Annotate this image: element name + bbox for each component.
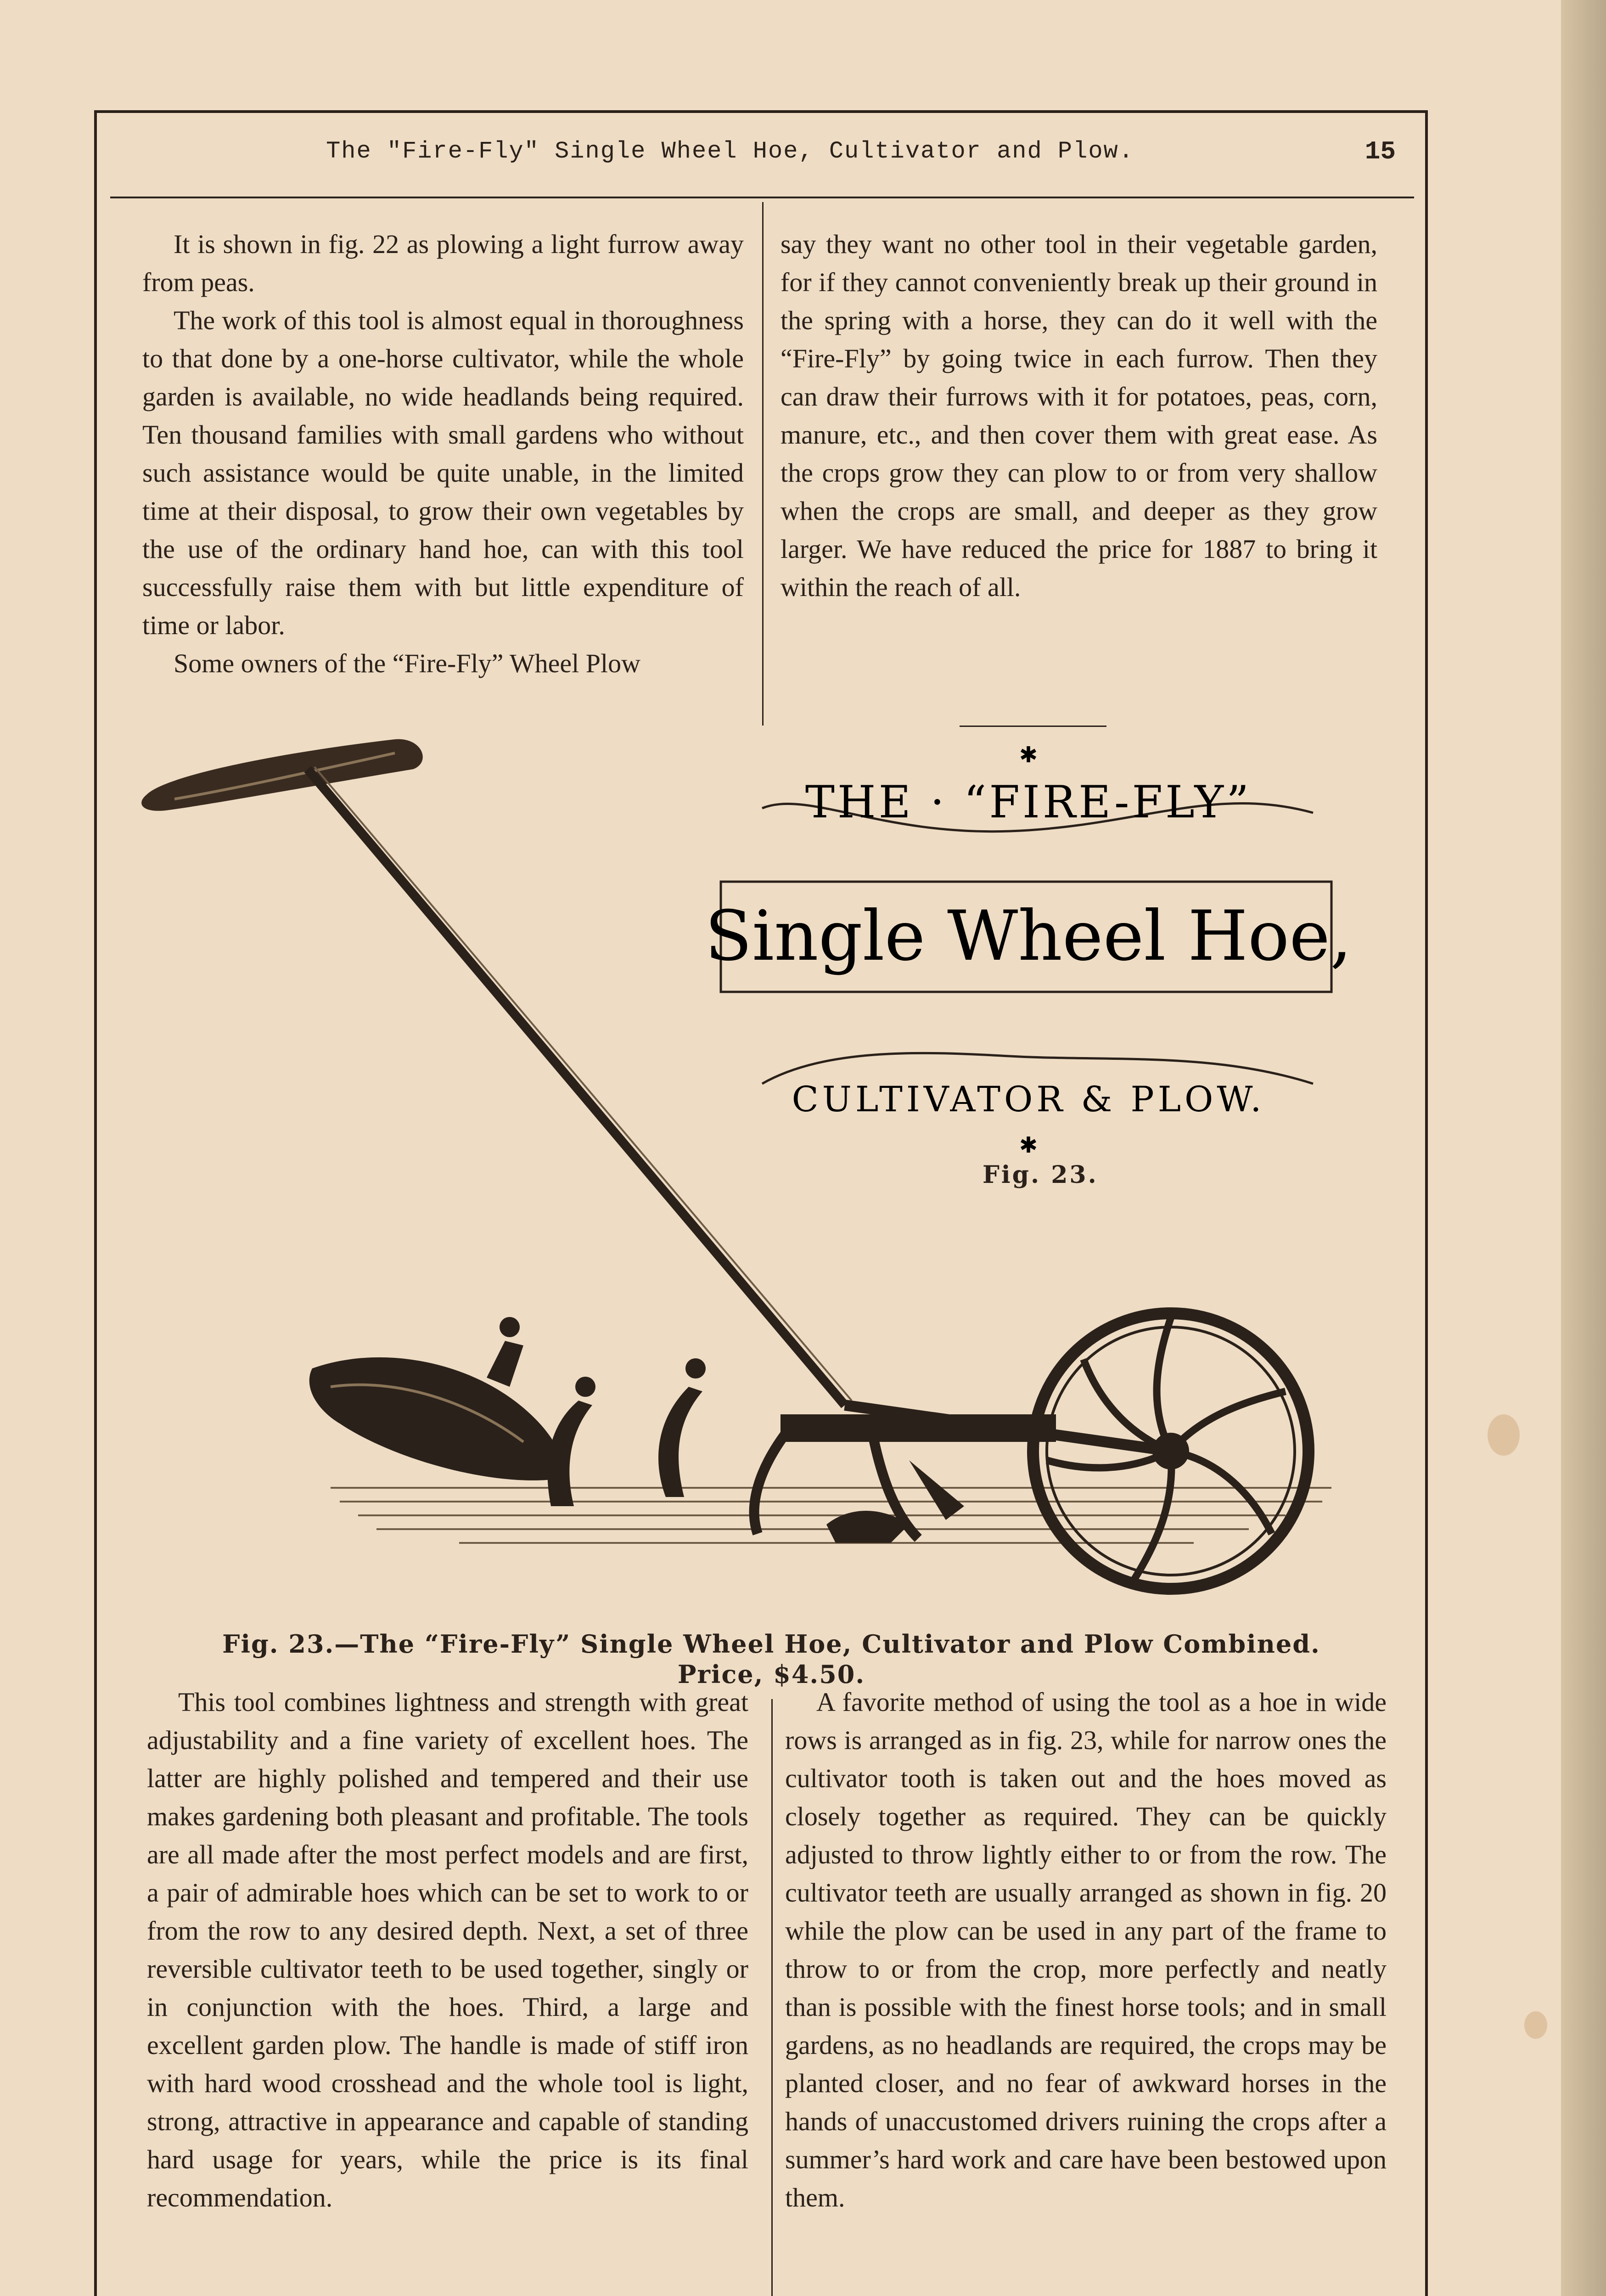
paragraph: This tool combines lightness and strength with great adjustability and a fine variety of excellent hoes. The latter are highly polished and tempered and their use makes gardening both pleasant and profitable. The tools are all made after the most perfect models and are first, a pair of admirable hoes which can be set to work to or from the row to any desired depth. Next, a set of three reversible cultivator teeth to be used together, singly or in conjunction with the hoes. Third, a large and excellent garden plow. The handle is made of stiff iron with hard wood crosshead and the whole tool is light, strong, attractive in appearance and capable of standing hard usage for years, while the price is its final recommendation. bbox=[147, 1687, 748, 2212]
page-edge bbox=[1561, 0, 1606, 2296]
paragraph: say they want no other tool in their vegetable garden, for if they cannot conveniently break up their ground in the spring with a horse, they can do it well with the “Fire-Fly” by going twice in each furrow. Then they can draw their furrows with it for potatoes, peas, corn, manure, etc., and then cover them with great ease. As the crops grow they can plow to or from very shallow when the crops are small, and deeper as they grow larger. We have reduced the price for 1887 to bring it within the reach of all. bbox=[781, 229, 1377, 602]
column-divider bbox=[762, 202, 764, 726]
top-left-column bbox=[142, 225, 744, 682]
title-line-2: Single Wheel Hoe, bbox=[705, 896, 1352, 976]
cultivator-tooth bbox=[658, 1387, 702, 1497]
ground-shading bbox=[331, 1488, 1331, 1543]
paragraph: The work of this tool is almost equal in thoroughness to that done by a one-horse cultivator, while the whole garden is available, no wide headlands being required. Ten thousand families with small gardens who without such assistance would be quite unable, in the limited time at their disposal, to grow their own vegetables by the use of the ordinary hand hoe, can with this tool successfully raise them with but little expenditure of time or labor. bbox=[142, 305, 744, 640]
figure-title bbox=[689, 735, 1368, 1176]
cultivator-tooth bbox=[548, 1401, 593, 1506]
paragraph: Some owners of the “Fire-Fly” Wheel Plow bbox=[174, 648, 640, 678]
paragraph: It is shown in fig. 22 as plowing a light furrow away from peas. bbox=[142, 229, 744, 297]
figure-caption: Fig. 23.—The “Fire-Fly” Single Wheel Hoe, Cultivator and Plow Combined. bbox=[222, 1629, 1320, 1659]
title-line-1: THE · “FIRE-FLY” bbox=[805, 777, 1252, 828]
title-line-3: CULTIVATOR & PLOW. bbox=[792, 1079, 1265, 1120]
top-right-column bbox=[781, 225, 1377, 606]
paper-stain bbox=[1488, 1414, 1520, 1456]
bottom-left-column bbox=[147, 1683, 748, 2217]
asterisk-ornament: ✱ bbox=[1019, 743, 1038, 767]
plow-blade bbox=[309, 1357, 562, 1480]
paper-stain bbox=[1524, 2011, 1547, 2039]
page-number: 15 bbox=[1365, 137, 1396, 166]
asterisk-ornament: ✱ bbox=[1019, 1133, 1038, 1158]
figure-label: Fig. 23. bbox=[983, 1161, 1098, 1189]
figure-price: Price, $4.50. bbox=[677, 1660, 865, 1689]
header-rule bbox=[110, 197, 1414, 198]
bottom-right-column bbox=[785, 1683, 1387, 2217]
running-head: The "Fire-Fly" Single Wheel Hoe, Cultivator and Plow. bbox=[326, 138, 1134, 165]
wooden-crosshead bbox=[141, 739, 423, 811]
paragraph: A favorite method of using the tool as a hoe in wide rows is arranged as in fig. 23, while for narrow ones the cultivator tooth is taken out and the hoes moved as closely together as required. They can be quickly adjusted to throw lightly either to or from the row. The cultivator teeth are usually arranged as shown in fig. 20 while the plow can be used in any part of the frame to throw to or from the crop, more perfectly and neatly than is possible with the finest horse tools; and in small gardens, as no headlands are required, the crops may be planted closer, and no fear of awkward horses in the hands of unaccustomed drivers ruining the crops after a summer’s hard work and care have been bestowed upon them. bbox=[785, 1687, 1387, 2212]
column-divider bbox=[771, 1699, 773, 2296]
